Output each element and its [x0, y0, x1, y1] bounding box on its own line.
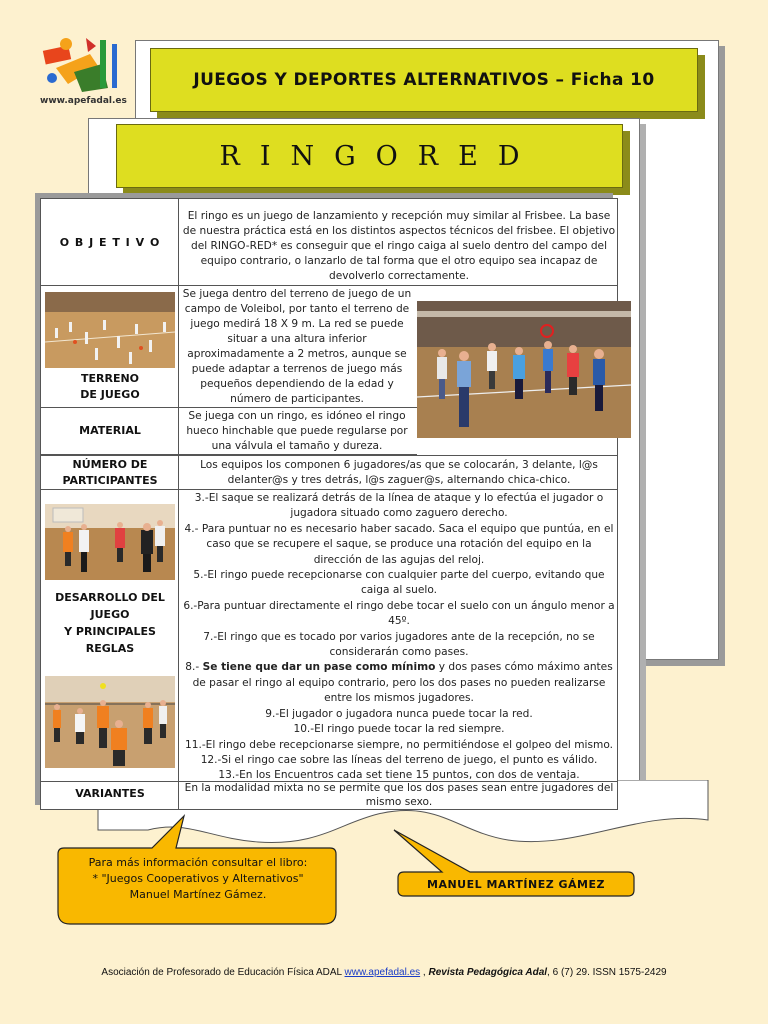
- row-variantes: [41, 782, 617, 810]
- rule-4: 4.- Para puntuar no es necesario haber sacado. Saca el equipo que puntúa, en el caso que se recupere el saque, se produce una rotación del equipo en la dirección de las agujas del reloj.: [184, 522, 614, 566]
- photo-gym-match: [417, 301, 631, 438]
- rule-10: 10.-El ringo puede tocar la red siempre.: [293, 723, 505, 736]
- row-desarrollo: [41, 490, 617, 782]
- text-objetivo: El ringo es un juego de lanzamiento y recepción muy similar al Frisbee. La base de nuestra práctica está en los distintos aspectos técnicos del frisbee. El objetivo del RINGO-RED* es conseguir que el ringo caiga al suelo dentro del campo del equipo contrario, o lanzarlo de tal forma que el otro equipo sea incapaz de devolverlo correctamente.: [182, 210, 616, 282]
- label-participantes-2: PARTICIPANTES: [62, 474, 158, 487]
- series-title-banner: [150, 48, 698, 112]
- rule-3: 3.-El saque se realizará detrás de la línea de ataque y lo efectúa el jugador o jugadora situado como zaguero derecho.: [194, 492, 604, 520]
- rule-5: 5.-El ringo puede recepcionarse con cualquier parte del cuerpo, evitando que caiga al suelo.: [193, 569, 605, 597]
- footer-text: Asociación de Profesorado de Educación Física ADAL: [101, 967, 345, 978]
- label-material: MATERIAL: [79, 424, 141, 437]
- rule-9: 9.-El jugador o jugadora nunca puede tocar la red.: [265, 707, 533, 720]
- text-terreno: Se juega dentro del terreno de juego de un campo de Voleibol, por tanto el terreno de juego medirá 18 X 9 m. La red se puede situar a una altura inferior aproximadamente a 2 metros, aunque se puede adaptar a terrenos de juego más pequeños dependiendo de la edad y número de participantes.: [182, 288, 412, 405]
- label-terreno-2: DE JUEGO: [80, 388, 140, 401]
- label-variantes: VARIANTES: [75, 787, 145, 800]
- label-desarrollo-1: DESARROLLO DEL: [55, 591, 165, 604]
- photo-players-2: [45, 676, 175, 768]
- label-participantes-1: NÚMERO DE: [72, 458, 148, 471]
- book-callout-line1: Para más información consultar el libro:: [88, 856, 308, 869]
- row-material: [41, 407, 417, 455]
- book-callout-line3: Manuel Martínez Gámez.: [129, 888, 267, 901]
- label-terreno-1: TERRENO: [80, 372, 140, 385]
- row-participantes: [41, 455, 617, 490]
- text-variantes: En la modalidad mixta no se permite que los dos pases sean entre jugadores del mismo sexo.: [184, 782, 614, 808]
- footer-link[interactable]: www.apefadal.es: [344, 967, 421, 978]
- rule-11: 11.-El ringo debe recepcionarse siempre, no permitiéndose el golpeo del mismo.: [185, 738, 613, 751]
- label-objetivo: O B J E T I V O: [59, 236, 161, 249]
- label-desarrollo-2: JUEGO: [90, 608, 130, 621]
- info-table: [40, 198, 618, 810]
- book-callout: [60, 855, 336, 903]
- footer-journal: Revista Pedagógica Adal: [428, 967, 548, 978]
- footer-issn: , 6 (7) 29. ISSN 1575-2429: [547, 967, 667, 978]
- author-name: MANUEL MARTÍNEZ GÁMEZ: [427, 878, 605, 891]
- rule-8-prefix: 8.-: [185, 661, 203, 674]
- logo-url: www.apefadal.es: [40, 96, 127, 106]
- rule-7: 7.-El ringo que es tocado por varios jugadores ante de la recepción, no se considerarán como pases.: [203, 630, 595, 659]
- game-title: RINGORED: [219, 140, 540, 172]
- rule-6: 6.-Para puntuar directamente el ringo debe tocar el suelo con un ángulo menor a 45º.: [183, 599, 615, 628]
- photo-court-1: [45, 292, 175, 368]
- book-callout-line2: * "Juegos Cooperativos y Alternativos": [92, 872, 304, 885]
- photo-players-1: [45, 504, 175, 580]
- footer-sep: ,: [420, 967, 429, 978]
- row-objetivo: [41, 199, 617, 286]
- rules-list: [181, 491, 617, 784]
- apefadal-logo: [38, 34, 124, 96]
- series-title: JUEGOS Y DEPORTES ALTERNATIVOS – Ficha 10: [193, 70, 655, 90]
- rule-13: 13.-En los Encuentros cada set tiene 15 puntos, con dos de ventaja.: [218, 769, 580, 782]
- label-desarrollo-4: REGLAS: [85, 642, 135, 655]
- label-desarrollo-3: Y PRINCIPALES: [64, 625, 156, 638]
- footer: [0, 967, 768, 978]
- rule-8-bold: Se tiene que dar un pase como mínimo: [202, 661, 436, 674]
- text-material: Se juega con un ringo, es idóneo el ringo hueco hinchable que puede regularse por una válvula el tamaño y dureza.: [186, 410, 408, 452]
- text-participantes: Los equipos los componen 6 jugadores/as que se colocarán, 3 delante, l@s delanter@s y tres detrás, l@s zaguer@s, alternando chica-chico.: [200, 459, 598, 486]
- rule-12: 12.-Si el ringo cae sobre las líneas del terreno de juego, el punto es válido.: [200, 753, 598, 766]
- rule-8: [181, 660, 617, 706]
- rule-8-rest: y dos pases cómo máximo antes de pasar el ringo al equipo contrario, pero los dos pases no pueden realizarse entre los mismos jugadores.: [192, 661, 613, 705]
- game-title-banner: [116, 124, 623, 188]
